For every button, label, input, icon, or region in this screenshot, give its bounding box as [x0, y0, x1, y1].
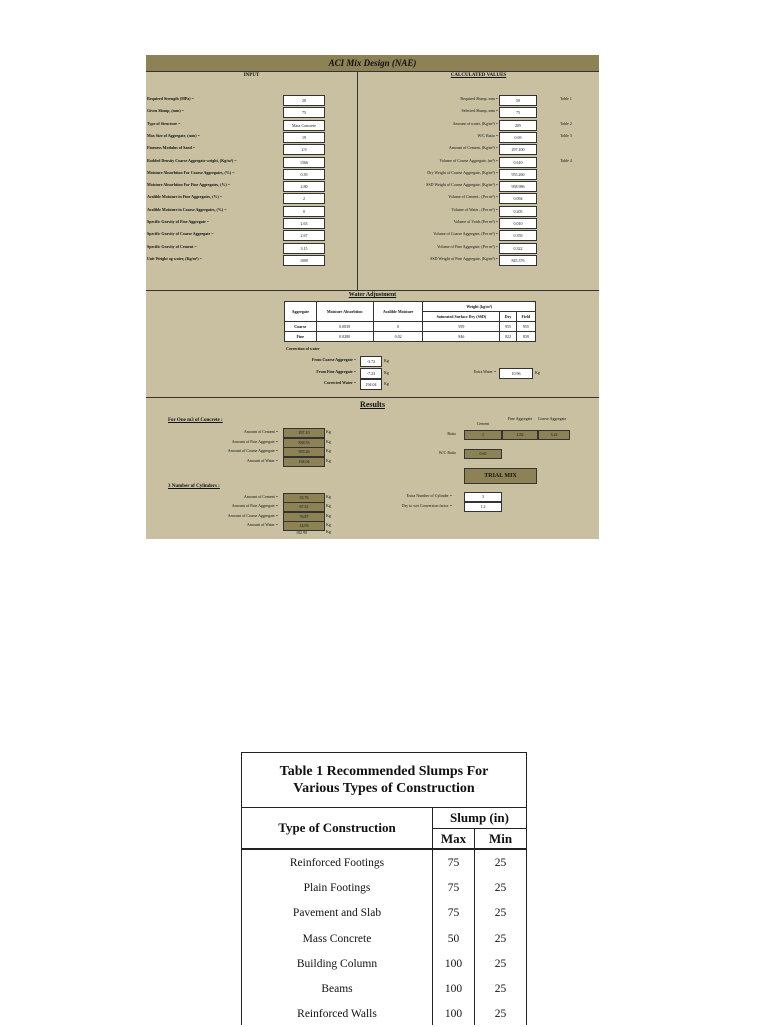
input-label: Max Size of Aggregate, (mm) =	[147, 132, 200, 138]
result-value: 838.53	[283, 438, 325, 448]
table1-title-line1: Table 1 Recommended Slumps For	[279, 764, 489, 779]
calc-value: 0.322	[499, 243, 537, 254]
ratio-header-cement: Cement	[476, 421, 490, 426]
table1-title-line2: Various Types of Construction	[293, 781, 475, 796]
unit-label: Kg	[326, 438, 331, 444]
wc-label: W/C Ratio	[438, 450, 456, 455]
wa-col-ssd: Saturated Surface Dry (SSD)	[423, 312, 500, 322]
cyl-label: Amount of Coarse Aggregate =	[227, 512, 278, 518]
input-label: Unit Weight og water, (Kg/m³) =	[147, 255, 202, 261]
ratio-fine: 2.82	[502, 430, 538, 440]
result-value: 955.26	[283, 447, 325, 457]
wa-cell: 822	[500, 332, 516, 342]
table1-max: 100	[444, 1008, 463, 1021]
correction-title: Correction of water	[286, 346, 320, 351]
corrected-water-value[interactable]: 194.04	[360, 379, 382, 390]
input-field[interactable]: 2.63	[283, 218, 325, 229]
cylinders-title: 3 Number of Cylinders :	[168, 484, 220, 489]
wa-cell: 0.0280	[316, 332, 373, 342]
input-calc-divider	[357, 71, 358, 290]
input-label: Required Strength (MPa) =	[147, 96, 194, 101]
cyl-label: Amount of Fine Aggregate =	[231, 503, 278, 509]
unit-label: Kg	[326, 521, 331, 527]
calc-value: 958.986	[499, 181, 537, 192]
unit-label: Kg	[326, 494, 331, 499]
input-label: Rodded Density Coarse Aggregate weight, (Kg/m³) =	[147, 157, 237, 163]
water-adjustment-section	[146, 290, 599, 398]
extra-water-label: Extra Water =	[473, 369, 496, 374]
wa-cell: 0	[373, 322, 423, 332]
input-field[interactable]: 1566	[283, 157, 325, 168]
table1-max: 100	[444, 957, 463, 970]
table1-min: 25	[494, 882, 507, 895]
cyl-value: 33.76	[283, 493, 325, 503]
from-coarse-value[interactable]: -3.72	[360, 356, 382, 367]
input-field[interactable]: Mass Concrete	[283, 120, 325, 131]
cyl-value: 76.87	[283, 512, 325, 522]
calc-value: 50	[499, 95, 537, 106]
unit-label: Kg	[326, 429, 331, 434]
cyl-label: Amount of Water =	[246, 521, 278, 527]
unit-label: Kg	[384, 358, 389, 363]
dry-wet-label: Dry to wet Conversion factor =	[401, 503, 452, 508]
table-row	[285, 332, 536, 342]
unit-label: Kg	[535, 370, 540, 375]
table1-title	[242, 753, 526, 808]
extra-cylinders-label: Extra Number of Cylinder =	[406, 493, 452, 498]
result-value: 297.10	[283, 428, 325, 438]
cyl-total: 182.90	[296, 530, 307, 535]
col-min-header: Min	[488, 831, 513, 846]
input-label: Avalible Moisture in Fine Aggregates, (%) =	[147, 194, 223, 200]
input-header: INPUT	[243, 73, 260, 78]
calc-value: 205	[499, 120, 537, 131]
extra-cylinders-value[interactable]: 3	[464, 492, 502, 502]
from-coarse-label: From Coarse Aggregate =	[311, 357, 356, 362]
wa-col-moisture-abs: Moisture Absorbtion	[316, 302, 373, 322]
result-label: Amount of Coarse Aggregate =	[227, 448, 278, 454]
calc-value: 0.010	[499, 218, 537, 229]
corrected-water-label: Corrected Water =	[323, 380, 356, 385]
input-field[interactable]: 75	[283, 107, 325, 118]
input-label: Specific Gravity of Cement =	[147, 243, 197, 249]
input-field[interactable]: 20	[283, 95, 325, 106]
wa-cell: 846	[423, 332, 500, 342]
unit-label: Kg	[326, 529, 331, 534]
result-value: 194.04	[283, 457, 325, 467]
table1-min: 25	[494, 1008, 507, 1021]
ratio-cement: 1	[464, 430, 502, 440]
cyl-value: 14.93	[283, 521, 325, 531]
table1-max: 75	[447, 907, 460, 920]
input-label: Given Slump, (mm) =	[147, 108, 184, 114]
wa-cell: Coarse	[285, 322, 317, 332]
ratio-header-coarse: Coarse Aggregate	[537, 416, 567, 421]
table1-type: Reinforced Footings	[289, 857, 385, 869]
input-field[interactable]: 2.67	[283, 230, 325, 241]
table1-max: 75	[447, 857, 460, 869]
table1-min: 25	[494, 857, 507, 869]
result-label: Amount of Cement =	[243, 429, 278, 434]
table1-recommended-slumps	[241, 752, 527, 1025]
calc-label: Amount of Cement, (Kg/m³) =	[448, 145, 498, 151]
calc-label: Volume of Cement , (Per m³) =	[448, 194, 498, 200]
sheet-title-bar	[146, 55, 599, 72]
table1-min: 25	[494, 932, 507, 945]
table1-type: Pavement and Slab	[292, 907, 382, 920]
result-label: Amount of Fine Aggregate =	[231, 438, 278, 444]
cyl-label: Amount of Cement =	[243, 494, 278, 499]
sheet-title: ACI Mix Design (NAE)	[328, 58, 417, 68]
input-label: Avalible Moisture in Coarse Aggregates, (%) =	[147, 206, 227, 212]
wa-cell: 955	[500, 322, 516, 332]
col-type-header: Type of Construction	[278, 820, 396, 835]
unit-label: Kg	[326, 448, 331, 454]
input-field[interactable]: 3.15	[283, 243, 325, 254]
ratio-coarse: 3.22	[538, 430, 570, 440]
table1-type: Plain Footings	[303, 882, 371, 895]
trial-mix-button[interactable]: TRIAL MIX	[464, 468, 537, 484]
col-max-header: Max	[440, 831, 467, 846]
calc-label: Amount of water, (Kg/m³) =	[452, 120, 498, 126]
calc-label: Dry Weight of Coarse Aggregate, (Kg/m³) =	[427, 169, 498, 175]
ratio-header-fine: Fine Aggregate	[507, 416, 533, 421]
results-section	[146, 397, 599, 540]
water-adjustment-table	[284, 301, 536, 342]
input-field[interactable]: 2.9	[283, 144, 325, 155]
input-field[interactable]: 2.80	[283, 181, 325, 192]
input-field[interactable]: 0	[283, 206, 325, 217]
input-label: Fineness Modulus of Sand =	[147, 145, 196, 151]
table1-min: 25	[494, 983, 507, 995]
wa-cell: 959	[423, 322, 500, 332]
wa-cell: Fine	[285, 332, 317, 342]
wa-col-avail-moisture: Avalible Moisture	[373, 302, 423, 322]
table1-min: 25	[494, 907, 507, 920]
unit-label: Kg	[384, 381, 389, 386]
table1-max: 100	[444, 983, 463, 995]
input-field[interactable]: 2	[283, 193, 325, 204]
water-adjustment-title: Water Adjustment	[348, 292, 397, 298]
unit-label: Kg	[384, 370, 389, 375]
input-field[interactable]: 19	[283, 132, 325, 143]
cyl-value: 67.31	[283, 502, 325, 512]
per-m3-title: For One m3 of Concrete :	[168, 418, 223, 423]
calc-note: Table 2	[560, 120, 572, 126]
table1-type: Beams	[321, 983, 353, 995]
calc-label: Required Slump, mm =	[460, 96, 498, 101]
wa-col-aggregate: Aggregate	[285, 302, 317, 322]
calc-label: Selected Slump, mm =	[461, 108, 498, 114]
input-label: Moisture Absorbtion For Fine Aggregates, (%) =	[147, 182, 231, 188]
wa-cell: 955	[516, 322, 535, 332]
input-field[interactable]: 1000	[283, 255, 325, 266]
table1-type: Mass Concrete	[302, 932, 372, 945]
unit-label: Kg	[326, 512, 331, 518]
calc-value: 0.094	[499, 193, 537, 204]
ratio-label: Ratio	[447, 431, 456, 436]
calc-value: 75	[499, 107, 537, 118]
result-label: Amount of Water =	[246, 457, 278, 463]
input-label: Type of Structure =	[147, 120, 181, 126]
wa-cell: 0.02	[373, 332, 423, 342]
calc-note: Table 3	[560, 132, 572, 138]
table1-type: Reinforced Walls	[297, 1008, 377, 1021]
extra-water-value[interactable]: 10.96	[499, 368, 533, 379]
unit-label: Kg	[326, 503, 331, 509]
calc-value: 0.610	[499, 157, 537, 168]
table1-type: Building Column	[296, 957, 378, 970]
calc-value: 297.100	[499, 144, 537, 155]
table1-max: 75	[447, 882, 460, 895]
wa-col-weight: Weight (kg/m³)	[423, 302, 536, 312]
calc-label: Volume of Water , (Per m³) =	[451, 206, 498, 212]
calc-label: Volume of Voids (Per m³) =	[453, 219, 498, 224]
calc-label: SSD Weight of Coarse Aggregate, (Kg/m³) =	[426, 182, 498, 188]
calc-note: Table 4	[560, 157, 572, 163]
calc-value: 0.205	[499, 206, 537, 217]
wc-value: 0.65	[464, 449, 502, 459]
calc-label: W/C Ratio =	[477, 132, 498, 138]
table-row	[285, 322, 536, 332]
calc-label: Volume of Fine Aggregate, (Per m³) =	[437, 243, 498, 249]
calc-label: Volume of Coarse Aggregate, (Per m³) =	[433, 231, 498, 237]
from-fine-value[interactable]: -7.23	[360, 368, 382, 379]
calc-note: Table 1	[560, 96, 572, 101]
table1-min: 25	[494, 957, 507, 970]
from-fine-label: From Fine Aggregate =	[316, 369, 356, 374]
wa-cell: 839	[516, 332, 535, 342]
results-title: Results	[360, 400, 385, 409]
unit-label: Kg	[326, 457, 331, 463]
input-label: Specific Gravity of Fine Aggregate =	[147, 219, 210, 224]
col-slump-header: Slump (in)	[450, 810, 509, 825]
wa-col-field: Field	[516, 312, 535, 322]
input-field[interactable]: 0.39	[283, 169, 325, 180]
calc-value: 845.376	[499, 255, 537, 266]
wa-col-dry: Dry	[500, 312, 516, 322]
calc-value: 0.359	[499, 230, 537, 241]
wa-cell: 0.0039	[316, 322, 373, 332]
calc-label: Volume of Coarse Aggregate, (m³) =	[439, 157, 498, 163]
calc-header: CALCULATED VALUES	[450, 73, 507, 78]
dry-wet-value[interactable]: 1.2	[464, 502, 502, 512]
calc-label: SSD Weight of Fine Aggregate, (Kg/m³) =	[430, 255, 498, 261]
input-label: Specific Gravity of Coarse Aggregate =	[147, 231, 214, 237]
input-label: Moisture Absorbtion For Coarse Aggregates, (%) =	[147, 169, 235, 175]
calc-value: 955.260	[499, 169, 537, 180]
mix-design-sheet	[146, 55, 599, 539]
calc-value: 0.69	[499, 132, 537, 143]
table1-max: 50	[447, 932, 460, 945]
